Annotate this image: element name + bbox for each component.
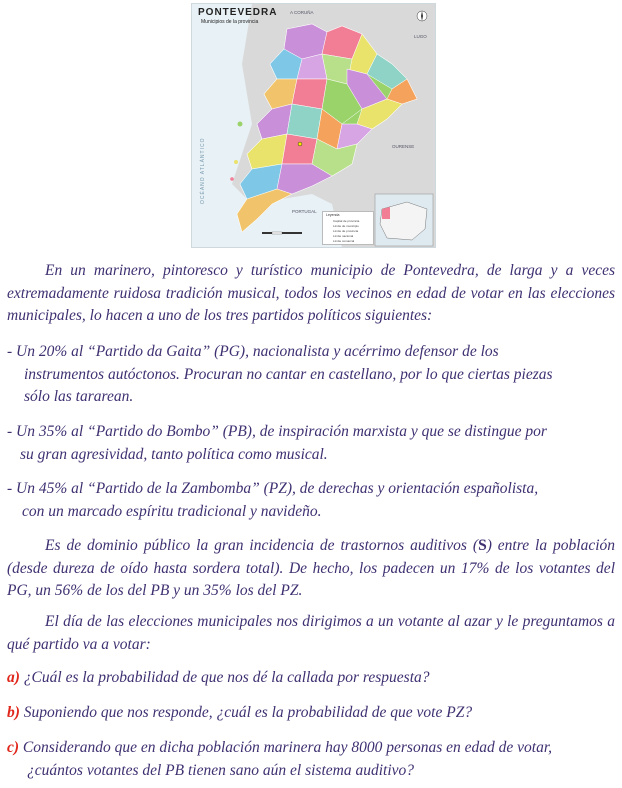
legend-item: Límite de municipio: [333, 224, 359, 228]
map-title: PONTEVEDRA: [198, 7, 278, 18]
party-pz: [7, 478, 615, 523]
party-pg-line3: sólo las tararean.: [24, 388, 134, 405]
question-c: [7, 737, 615, 782]
hearing-paragraph: [7, 535, 615, 603]
neighbor-label-lugo: LUGO: [414, 34, 427, 39]
map-subtitle: Municipios de la provincia: [201, 19, 259, 25]
pontevedra-map: [191, 3, 436, 248]
question-a-text: ¿Cuál es la probabilidad de que nos dé la callada por respuesta?: [23, 669, 430, 686]
intro-paragraph: En un marinero, pintoresco y turístico municipio de Pontevedra, de larga y a veces extremadamente ruidosa tradición musical, todos los vecinos en edad de votar en las elecciones municipales, lo hacen a uno de los tres partidos políticos siguientes:: [7, 262, 615, 324]
hearing-symbol: S: [478, 537, 487, 554]
party-pb-line1: - Un 35% al “Partido do Bombo” (PB), de inspiración marxista y que se distingue por: [7, 423, 547, 440]
party-pz-line2: con un marcado espíritu tradicional y navideño.: [22, 502, 322, 520]
party-pg-line1: - Un 20% al “Partido da Gaita” (PG), nacionalista y acérrimo defensor de los: [7, 343, 499, 360]
neighbor-label-portugal: PORTUGAL: [292, 209, 317, 214]
neighbor-label-ourense: OURENSE: [392, 144, 415, 149]
question-b: [7, 702, 615, 725]
party-pg: [7, 341, 615, 409]
ocean-label: OCÉANO ATLÁNTICO: [200, 137, 206, 204]
legend-item: Límite nacional: [333, 234, 354, 238]
legend-item: Límite de provincia: [333, 229, 359, 233]
question-a-letter: a): [7, 669, 20, 686]
hearing-text-after: ) entre la población (desde dureza de oído hasta sordera total). De hecho, los padecen un 17% de los votantes del PG, un 56% de los del PB y un 35% los del PZ.: [7, 537, 615, 599]
question-c-line1: Considerando que en dicha población marinera hay 8000 personas en edad de votar,: [22, 739, 553, 756]
question-b-letter: b): [7, 704, 20, 721]
party-pb-line2: su gran agresividad, tanto política como musical.: [20, 445, 328, 463]
party-pg-line2: instrumentos autóctonos. Procuran no cantar en castellano, por lo que ciertas piezas: [24, 365, 553, 383]
legend-item: Capital de provincia: [333, 219, 360, 223]
question-c-letter: c): [7, 739, 20, 756]
question-b-text: Suponiendo que nos responde, ¿cuál es la probabilidad de que vote PZ?: [23, 704, 473, 721]
election-paragraph: El día de las elecciones municipales nos dirigimos a un votante al azar y le preguntamos a qué partido va a votar:: [7, 613, 615, 653]
question-a: [7, 667, 615, 690]
party-pb: [7, 421, 615, 466]
hearing-text-before: Es de dominio público la gran incidencia de trastornos auditivos (: [45, 537, 479, 554]
question-c-line2: ¿cuántos votantes del PB tienen sano aún el sistema auditivo?: [27, 761, 415, 779]
legend-item: Límite comarcal: [333, 239, 355, 243]
party-pz-line1: - Un 45% al “Partido de la Zambomba” (PZ), de derechas y orientación españolista,: [7, 480, 539, 497]
neighbor-label-acoruna: A CORUÑA: [290, 10, 314, 15]
capital-marker: [298, 142, 302, 146]
legend-title: Leyenda: [326, 213, 340, 217]
map-legend: [322, 211, 374, 245]
